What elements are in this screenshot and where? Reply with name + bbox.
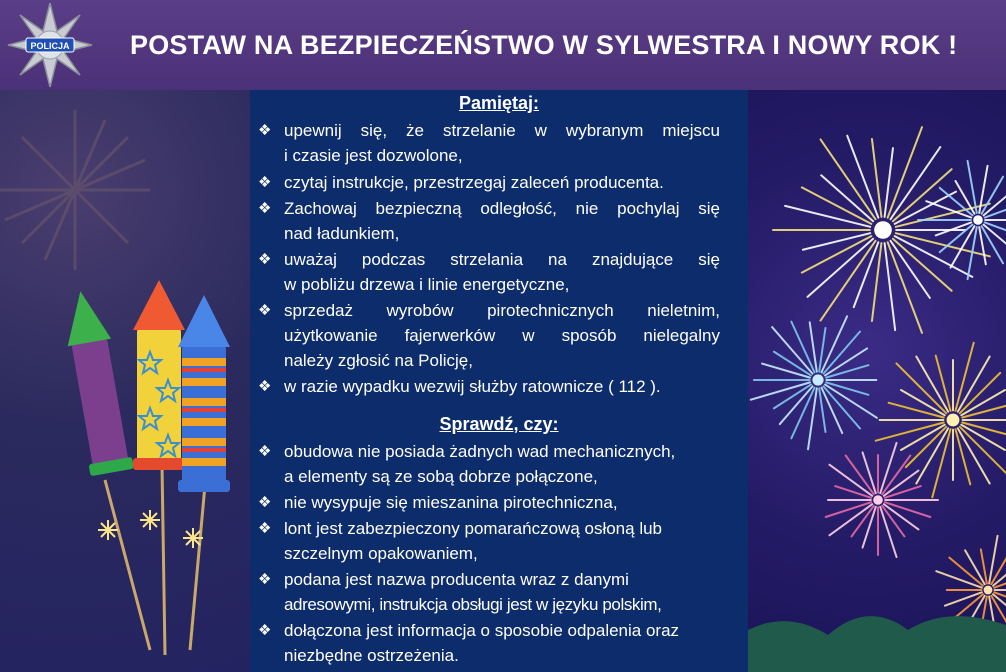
firework-burst-icon [826, 443, 938, 557]
list-item: ❖ podana jest nazwa producenta wraz z danymi adresowymi, instrukcja obsługi jest w języku polskim, [258, 567, 748, 617]
badge-text: POLICJA [30, 41, 70, 51]
bullet-icon: ❖ [258, 174, 272, 191]
list-item: ❖ czytaj instrukcje, przestrzegaj zaleceń producenta. [258, 170, 720, 195]
firework-burst-icon [876, 343, 1006, 498]
ground-silhouette [748, 616, 1006, 672]
firework-burst-icon [751, 316, 877, 449]
list-item: ❖ lont jest zabezpieczony pomarańczową osłoną lub szczelnym opakowaniem, [258, 516, 738, 566]
page-title: POSTAW NA BEZPIECZEŃSTWO W SYLWESTRA I NOWY ROK ! [130, 30, 958, 60]
bullet-icon: ❖ [258, 251, 272, 268]
list-item: ❖ dołączona jest informacja o sposobie odpalenia oraz niezbędne ostrzeżenia. [258, 618, 748, 668]
list-item: ❖ Zachowaj bezpieczną odległość, nie pochylaj się nad ładunkiem, [258, 196, 720, 246]
section-heading-remember: Pamiętaj: [458, 93, 540, 113]
bullet-icon: ❖ [258, 622, 272, 639]
rockets-illustration [0, 90, 250, 672]
list-item: ❖ obudowa nie posiada żadnych wad mechanicznych, a elementy są ze sobą dobrze połączone, [258, 439, 738, 489]
bullet-icon: ❖ [258, 302, 272, 319]
firework-burst-icon [773, 127, 990, 333]
list-item: ❖ sprzedaż wyrobów pirotechnicznych nieletnim, użytkowanie fajerwerków w sposób nielegalny należy zgłosić na Policję, [258, 298, 720, 373]
faint-firework-icon [0, 110, 150, 270]
bullet-icon: ❖ [258, 378, 272, 395]
header-bar [0, 0, 1006, 92]
purple-rocket-icon [59, 287, 134, 476]
safety-tips-panel [250, 90, 748, 672]
firework-burst-icon [918, 161, 1006, 279]
yellow-rocket-icon [133, 280, 185, 470]
bullet-icon: ❖ [258, 122, 272, 139]
list-item: ❖ upewnij się, że strzelanie w wybranym miejscu i czasie jest dozwolone, [258, 118, 720, 168]
bullet-icon: ❖ [258, 443, 272, 460]
list-item: ❖ uważaj podczas strzelania na znajdujące się w pobliżu drzewa i linie energetyczne, [258, 247, 720, 297]
police-badge-logo [6, 2, 94, 88]
bullet-icon: ❖ [258, 494, 272, 511]
bullet-icon: ❖ [258, 200, 272, 217]
fireworks-illustration [748, 90, 1006, 672]
list-item: ❖ w razie wypadku wezwij służby ratownicze ( 112 ). [258, 374, 720, 399]
bullet-icon: ❖ [258, 571, 272, 588]
striped-rocket-icon [178, 295, 230, 492]
list-item: ❖ nie wysypuje się mieszanina pirotechniczna, [258, 490, 738, 515]
bullet-icon: ❖ [258, 520, 272, 537]
section-heading-check: Sprawdź, czy: [439, 414, 559, 434]
